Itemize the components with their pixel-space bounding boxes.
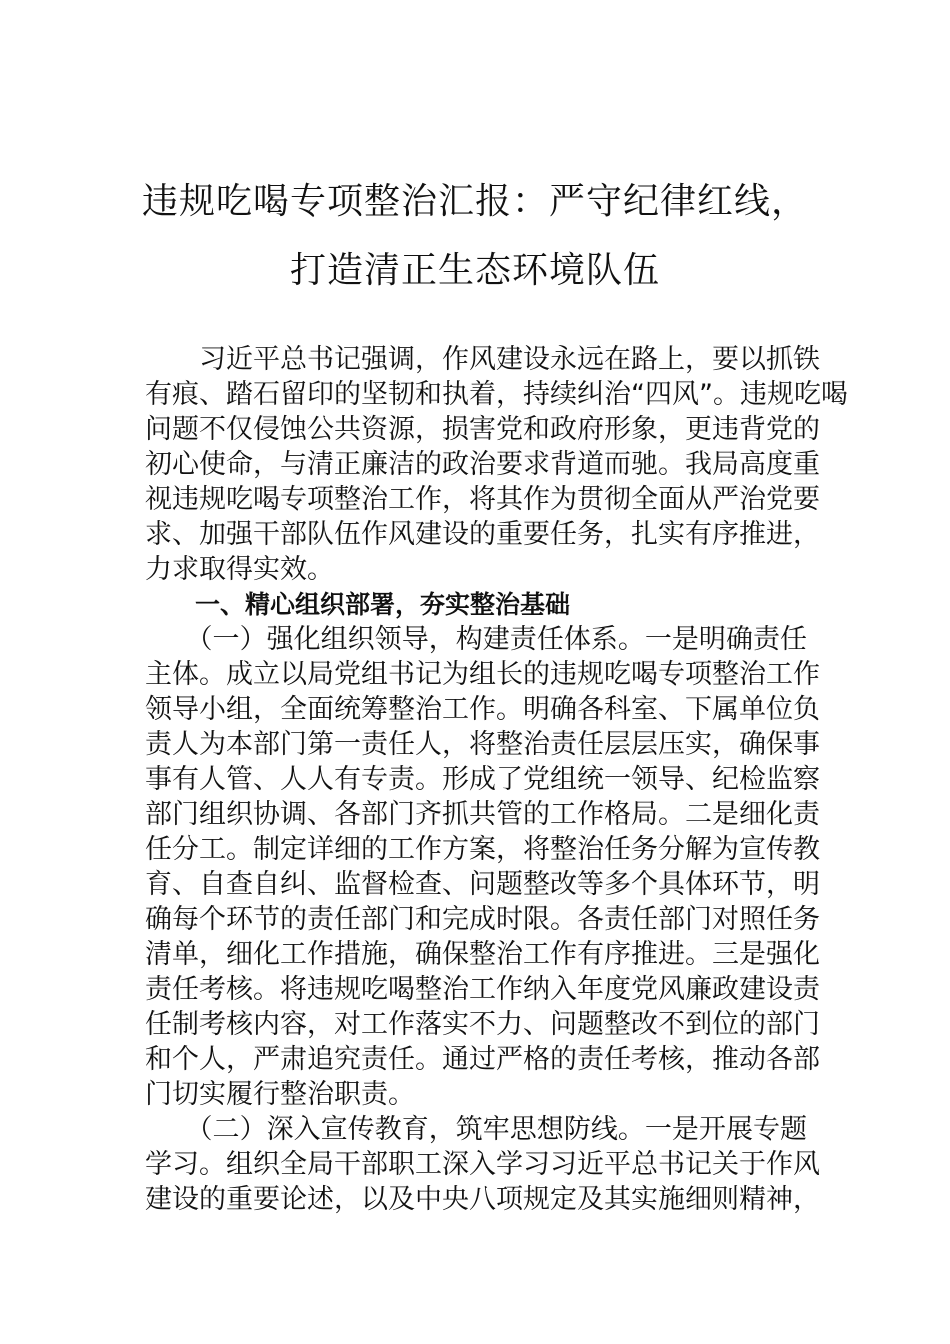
body-text-line: （一）强化组织领导，构建责任体系。一是明确责任 [145, 624, 807, 655]
body-text-line: 求、加强干部队伍作风建设的重要任务，扎实有序推进， [145, 519, 820, 550]
body-text-line: 视违规吃喝专项整治工作，将其作为贯彻全面从严治党要 [145, 484, 820, 515]
body-text-line: 部门组织协调、各部门齐抓共管的工作格局。二是细化责 [145, 799, 820, 830]
body-text-line: 事有人管、人人有专责。形成了党组统一领导、纪检监察 [145, 764, 820, 795]
section-heading: 一、精心组织部署，夯实整治基础 [145, 590, 571, 619]
body-text-line: 清单，细化工作措施，确保整治工作有序推进。三是强化 [145, 939, 820, 970]
body-text-line: 和个人，严肃追究责任。通过严格的责任考核，推动各部 [145, 1044, 820, 1075]
body-text-line: 力求取得实效。 [145, 554, 334, 585]
body-text-line: 有痕、踏石留印的坚韧和执着，持续纠治“四风”。违规吃喝 [145, 379, 848, 410]
body-text-line: 育、自查自纠、监督检查、问题整改等多个具体环节，明 [145, 869, 820, 900]
body-text-line: 建设的重要论述，以及中央八项规定及其实施细则精神， [145, 1184, 820, 1215]
body-text-line: 领导小组，全面统筹整治工作。明确各科室、下属单位负 [145, 694, 820, 725]
body-text-line: 习近平总书记强调，作风建设永远在路上，要以抓铁 [145, 344, 820, 375]
body-text-line: 责任考核。将违规吃喝整治工作纳入年度党风廉政建设责 [145, 974, 820, 1005]
body-text-line: 任制考核内容，对工作落实不力、问题整改不到位的部门 [145, 1009, 820, 1040]
body-text-line: （二）深入宣传教育，筑牢思想防线。一是开展专题 [145, 1114, 807, 1145]
body-text-line: 学习。组织全局干部职工深入学习习近平总书记关于作风 [145, 1149, 820, 1180]
body-text-line: 确每个环节的责任部门和完成时限。各责任部门对照任务 [145, 904, 820, 935]
body-text-line: 责人为本部门第一责任人，将整治责任层层压实，确保事 [145, 729, 820, 760]
body-text-line: 门切实履行整治职责。 [145, 1079, 415, 1110]
document-title-line-1: 违规吃喝专项整治汇报：严守纪律红线， [141, 181, 808, 222]
body-text-line: 任分工。制定详细的工作方案，将整治任务分解为宣传教 [145, 834, 820, 865]
body-text-line: 主体。成立以局党组书记为组长的违规吃喝专项整治工作 [145, 659, 820, 690]
body-text-line: 问题不仅侵蚀公共资源，损害党和政府形象，更违背党的 [145, 414, 820, 445]
document-title-line-2: 打造清正生态环境队伍 [289, 250, 660, 291]
body-text-line: 初心使命，与清正廉洁的政治要求背道而驰。我局高度重 [145, 449, 820, 480]
